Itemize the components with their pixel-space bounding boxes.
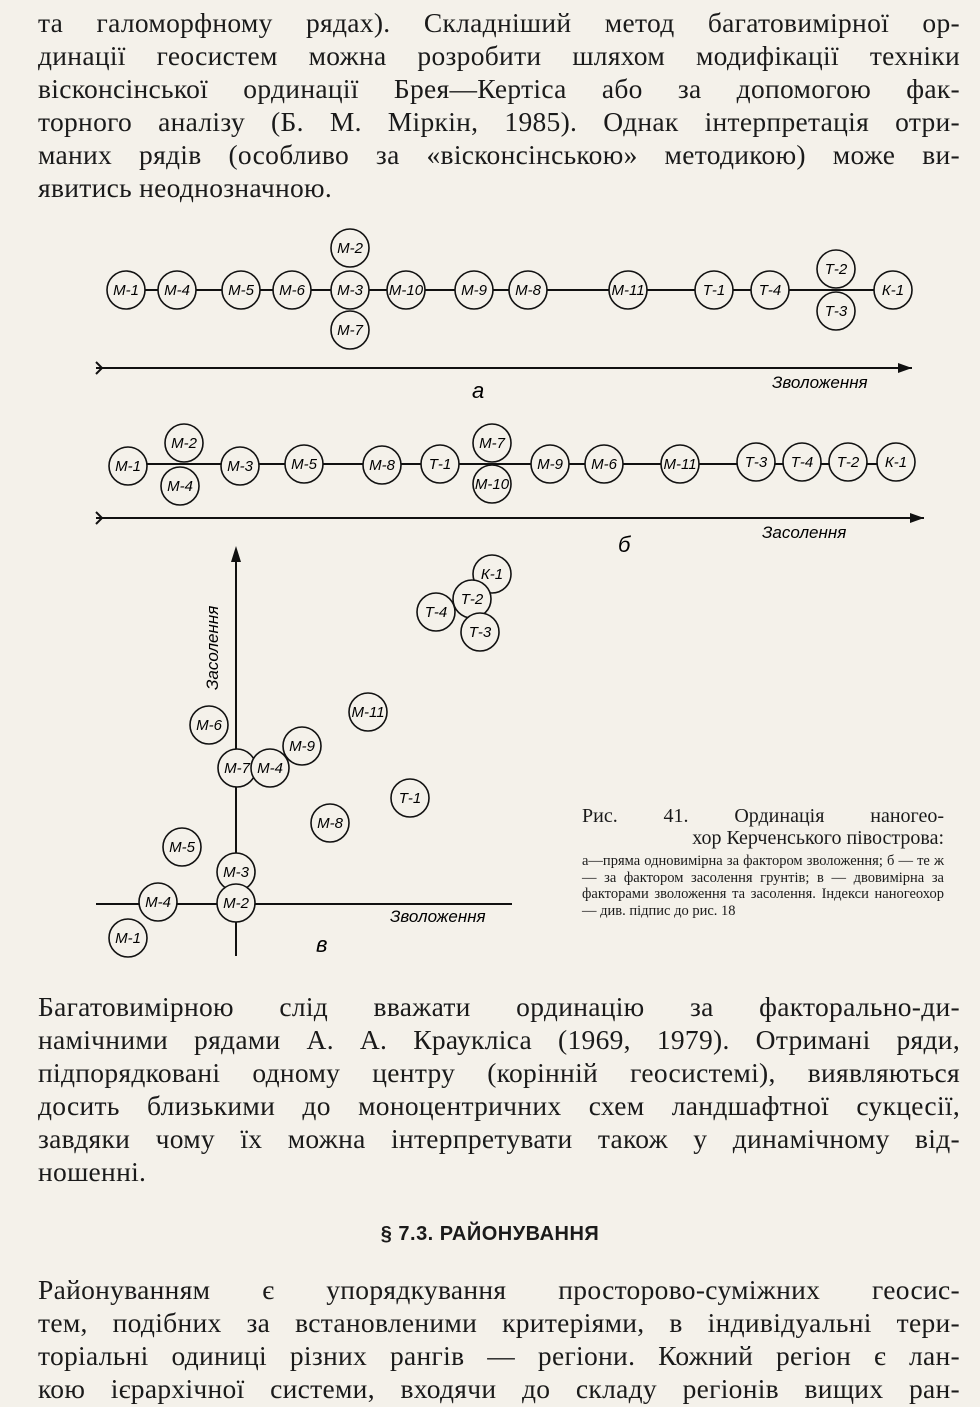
ordination-node [222,271,260,309]
node-label: М-8 [515,282,541,299]
node-label: М-5 [228,282,254,299]
node-label: М-6 [279,282,305,299]
ordination-node [285,445,323,483]
ordination-node [349,693,387,731]
caption-text: а—пряма одновимірна за фактором зволоження; б — те ж — за фактором засолення грунтів; в — двовимірна за факторами зволоження та засолення. Індекси наногеохор — див. підпис до рис. 18 [582,853,944,919]
text-line: вісконсінської ординації Брея—Кертіса або за допомогою фак- [38,73,960,104]
ordination-node [783,443,821,481]
ordination-node [109,447,147,485]
node-label: Т-3 [824,303,848,320]
ordination-node [877,443,915,481]
node-label: М-7 [224,760,250,777]
ordination-node [421,445,459,483]
text-line: торіальні одиниці різних рангів — регіони. Кожний регіон є лан- [38,1340,960,1371]
node-label: Т-1 [702,282,726,299]
ordination-node [283,727,321,765]
node-label: Т-2 [836,454,860,471]
text-line: підпорядковані одному центру (корінній геосистемі), виявляються [38,1057,960,1088]
node-label: Т-1 [428,456,452,473]
text-line: та галоморфному рядах). Складніший метод багатовимірної ор- [38,7,960,38]
text-line: явитись неоднозначною. [38,172,333,203]
ordination-node [453,580,491,618]
ordination-node [107,271,145,309]
ordination-node [737,443,775,481]
ordination-node [331,229,369,267]
text-line: Районуванням є упорядкування просторово-суміжних геосис- [38,1274,960,1305]
node-label: М-7 [337,322,363,339]
axis-label-moisture: Зволоження [772,373,868,392]
panel-label-b: б [618,532,631,557]
node-label: М-11 [611,282,645,299]
ordination-node [363,446,401,484]
ordination-node [273,271,311,309]
ordination-node [391,779,429,817]
node-label: М-1 [115,458,141,475]
node-label: М-10 [388,282,424,299]
axis-label-salinity: Засолення [762,523,847,542]
text-line: динації геосистем можна розробити шляхом модифікації техніки [38,40,960,71]
ordination-node [163,828,201,866]
ordination-node [161,467,199,505]
node-label: М-2 [223,895,249,912]
panel-label-a: а [472,378,485,403]
node-label: М-10 [474,476,510,493]
node-label: М-6 [196,717,222,734]
ordination-node [311,804,349,842]
text-line: завдяки чому їх можна інтерпретувати також у динамічному від- [38,1123,960,1154]
panel-a [96,290,912,403]
ordination-node [473,424,511,462]
ordination-node [387,271,425,309]
ordination-node [461,613,499,651]
figure-caption [582,805,944,919]
panel-label-c: в [316,932,328,957]
node-label: М-8 [317,815,343,832]
caption-title: Рис. 41. Ординація наногео- [582,805,944,827]
paragraph-top [38,6,960,204]
paragraph-middle [38,990,960,1188]
text-line: намічними рядами А. А. Краукліса (1969, 1979). Отримані ряди, [38,1024,960,1055]
node-label: М-11 [351,704,385,721]
node-label: М-9 [461,282,487,299]
node-label: М-4 [257,760,283,777]
ordination-node [817,292,855,330]
axis-arrowhead [898,363,912,373]
ordination-node [417,593,455,631]
ordination-node [190,706,228,744]
node-label: М-9 [289,738,315,755]
node-label: М-3 [223,864,249,881]
ordination-node [221,447,259,485]
node-label: Т-4 [424,604,448,621]
text-line: торного аналізу (Б. М. Міркін, 1985). Однак інтерпретація отри- [38,106,960,137]
node-label: Т-4 [758,282,782,299]
ordination-node [251,749,289,787]
text-line: маних рядів (особливо за «вісконсінською» методикою) може ви- [38,139,960,170]
ordination-node [874,271,912,309]
paragraph-bottom [38,1273,960,1405]
ordination-node [829,443,867,481]
ordination-node [585,445,623,483]
ordination-node [509,271,547,309]
caption-title: хор Керченського півострова: [692,827,944,849]
y-axis-arrowhead [231,546,241,562]
ordination-node [158,271,196,309]
ordination-node [165,424,203,462]
ordination-node [751,271,789,309]
node-label: М-3 [227,458,253,475]
node-label: М-11 [663,456,697,473]
node-label: Т-3 [744,454,768,471]
text-line: кою ієрархічної системи, входячи до складу регіонів вищих ран- [38,1373,960,1404]
node-label: М-5 [291,456,317,473]
node-label: М-7 [479,435,505,452]
node-label: М-2 [171,435,197,452]
node-label: Т-3 [468,624,492,641]
x-axis-label: Зволоження [390,907,486,926]
ordination-node [217,884,255,922]
ordination-node [695,271,733,309]
node-label: М-8 [369,457,395,474]
ordination-node [817,250,855,288]
text-line: Багатовимірною слід вважати ординацію за факторально-ди- [38,991,960,1022]
node-label: М-6 [591,456,617,473]
text-line: тем, подібних за встановленими критеріями, в індивідуальні тери- [38,1307,960,1338]
node-label: К-1 [480,566,504,583]
node-label: М-4 [145,894,171,911]
ordination-node [139,883,177,921]
ordination-node [455,271,493,309]
node-label: М-1 [113,282,139,299]
node-label: К-1 [884,454,908,471]
node-label: К-1 [881,282,905,299]
ordination-node [473,465,511,503]
ordination-node [661,445,699,483]
ordination-node [331,271,369,309]
node-label: М-2 [337,240,363,257]
node-label: Т-2 [460,591,484,608]
node-label: М-1 [115,930,141,947]
node-label: М-4 [167,478,193,495]
node-label: М-9 [537,456,563,473]
ordination-node [109,919,147,957]
node-label: М-4 [164,282,190,299]
node-label: М-5 [169,839,195,856]
node-label: М-3 [337,282,363,299]
nodes-c [109,555,511,957]
node-label: Т-1 [398,790,422,807]
text-line: ношенні. [38,1156,147,1187]
axis-arrowhead [910,513,924,523]
ordination-node [609,271,647,309]
y-axis-label: Засолення [203,605,222,690]
ordination-node [531,445,569,483]
section-title: § 7.3. РАЙОНУВАННЯ [380,1223,600,1245]
node-label: Т-2 [824,261,848,278]
text-line: досить близькими до моноцентричних схем ландшафтної сукцесії, [38,1090,960,1121]
node-label: Т-4 [790,454,814,471]
ordination-node [331,311,369,349]
